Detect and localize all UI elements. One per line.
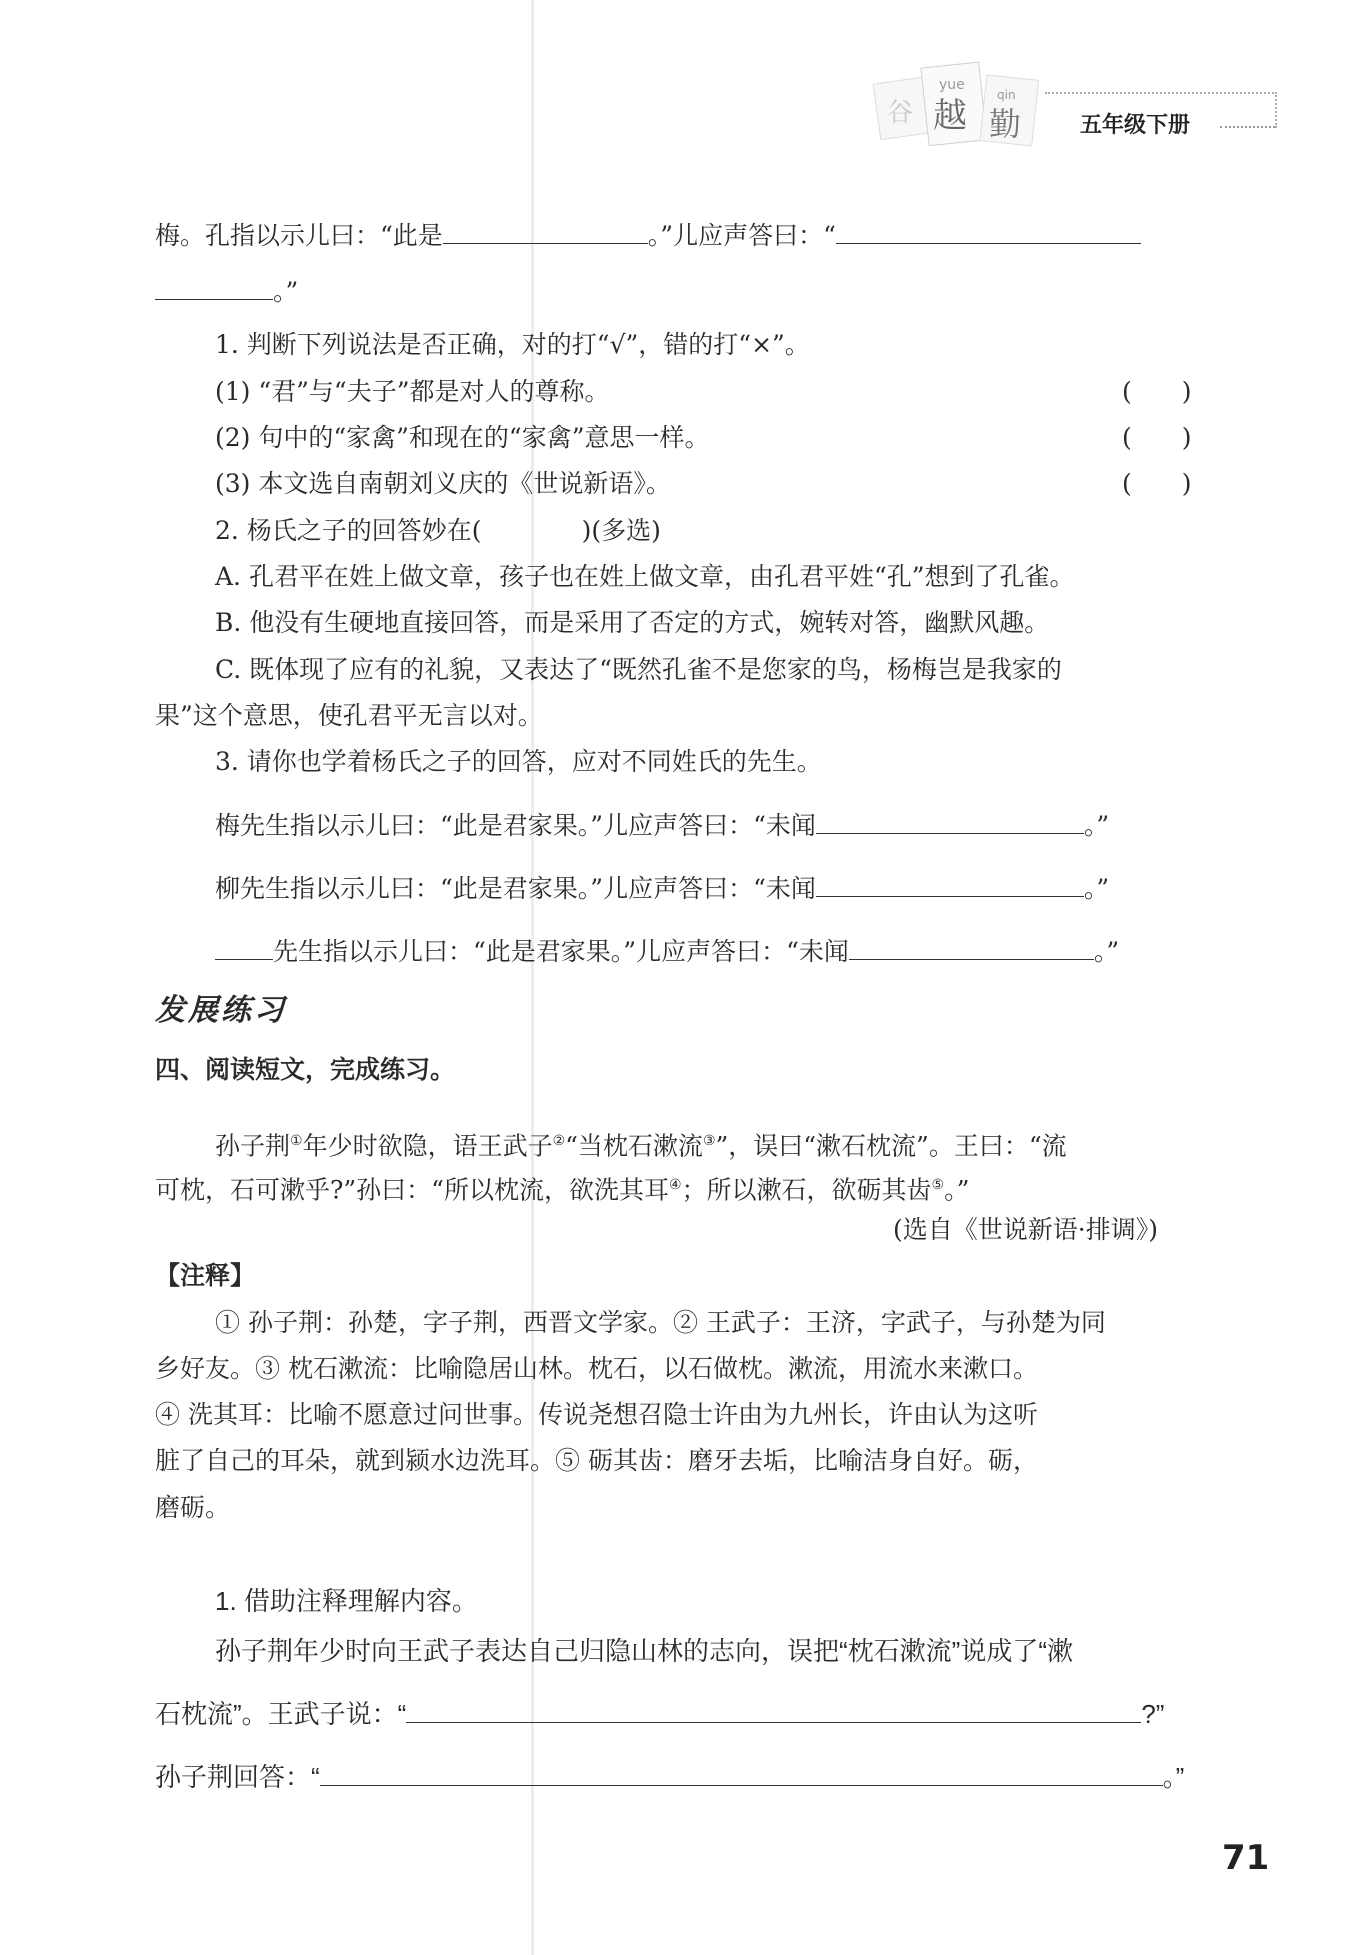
passage-line-2: 可枕，石可漱乎?”孙曰：“所以枕流，欲洗其耳④；所以漱石，欲砺其齿⑤。” [155,1175,970,1205]
answer-blank[interactable] [406,1698,1141,1723]
svg-text:yue: yue [939,77,965,93]
q3-mei-line: 梅先生指以示儿曰：“此是君家果。”儿应声答曰：“未闻 。” [215,811,1110,840]
grade-label: 五年级下册 [1080,113,1191,138]
footnote-marker: ③ [702,1133,716,1149]
q4-title: 1. 借助注释理解内容。 [215,1586,478,1616]
passage-line-1: 孙子荆①年少时欲隐，语王武子②“当枕石漱流③”，误曰“漱石枕流”。王曰：“流 [215,1131,1067,1161]
q2-option-c: C. 既体现了应有的礼貌，又表达了“既然孔雀不是您家的鸟，杨梅岂是我家的 [215,655,1062,684]
answer-blank[interactable] [816,809,1084,834]
answer-blank[interactable] [849,935,1094,960]
exercise-heading: 四、阅读短文，完成练习。 [155,1055,456,1084]
footnote-marker: ① [290,1133,303,1149]
q2-title: 2. 杨氏之子的回答妙在( )(多选) [215,516,661,545]
q1-item: (3) 本文选自南朝刘义庆的《世说新语》。 [215,469,671,498]
svg-text:勤: 勤 [989,105,1022,143]
answer-paren[interactable]: ( ) [1122,469,1192,498]
answer-paren[interactable]: ( ) [1122,423,1192,452]
footnote-marker: ⑤ [931,1177,945,1193]
passage-source: (选自《世说新语·排调》) [893,1215,1158,1244]
svg-text:谷: 谷 [887,98,914,128]
note-line: ① 孙子荆：孙楚，字子荆，西晋文学家。② 王武子：王济，字武子，与孙楚为同 [215,1308,1106,1337]
q3-title: 3. 请你也学着杨氏之子的回答，应对不同姓氏的先生。 [215,747,822,776]
header-dotted-rule [1220,126,1275,128]
svg-text:qin: qin [997,88,1016,102]
footnote-marker: ② [552,1133,566,1149]
answer-blank[interactable] [443,219,648,244]
answer-blank[interactable] [836,219,1141,244]
q3-liu-line: 柳先生指以示儿曰：“此是君家果。”儿应声答曰：“未闻 。” [215,874,1110,903]
prior-line-1 [155,216,1141,256]
q4-wang-line: 石枕流”。王武子说：“ ?” [155,1699,1165,1729]
surname-blank[interactable] [215,935,273,960]
brand-logo [865,55,1045,165]
section-heading: 发展练习 [155,993,287,1028]
prior-text-b: 。”儿应声答曰：“ [647,221,836,250]
answer-paren[interactable]: ( ) [1122,377,1192,406]
answer-blank[interactable] [816,872,1084,897]
q4-sun-line: 孙子荆回答：“ 。” [155,1762,1185,1792]
prior-text-a: 梅。孔指以示儿曰：“此是 [155,221,443,250]
q1-item: (1) “君”与“夫子”都是对人的尊称。 [215,377,610,406]
q4-paragraph: 孙子荆年少时向王武子表达自己归隐山林的志向，误把“枕石漱流”说成了“漱 [215,1636,1073,1666]
page-number: 71 [1222,1838,1270,1878]
answer-blank[interactable] [320,1761,1163,1786]
svg-text:越: 越 [933,96,967,136]
note-line: ④ 洗其耳：比喻不愿意过问世事。传说尧想召隐士许由为九州长，许由认为这听 [155,1400,1038,1429]
q1-item: (2) 句中的“家禽”和现在的“家禽”意思一样。 [215,423,710,452]
note-line: 脏了自己的耳朵，就到颍水边洗耳。⑤ 砺其齿：磨牙去垢，比喻洁身自好。砺， [155,1446,1038,1475]
q2-option-c-cont: 果”这个意思，使孔君平无言以对。 [155,701,543,730]
note-line: 乡好友。③ 枕石漱流：比喻隐居山林。枕石，以石做枕。漱流，用流水来漱口。 [155,1354,1038,1383]
q2-option-b: B. 他没有生硬地直接回答，而是采用了否定的方式，婉转对答，幽默风趣。 [215,608,1050,637]
note-line: 磨砺。 [155,1493,231,1522]
answer-blank[interactable] [155,275,273,300]
footnote-marker: ④ [668,1177,682,1193]
notes-title: 【注释】 [155,1261,256,1290]
q3-other-line: 先生指以示儿曰：“此是君家果。”儿应声答曰：“未闻 。” [215,932,1119,972]
q1-title: 1. 判断下列说法是否正确，对的打“√”，错的打“×”。 [215,330,810,359]
prior-line-2: 。” [155,272,298,312]
q2-option-a: A. 孔君平在姓上做文章，孩子也在姓上做文章，由孔君平姓“孔”想到了孔雀。 [215,562,1075,591]
